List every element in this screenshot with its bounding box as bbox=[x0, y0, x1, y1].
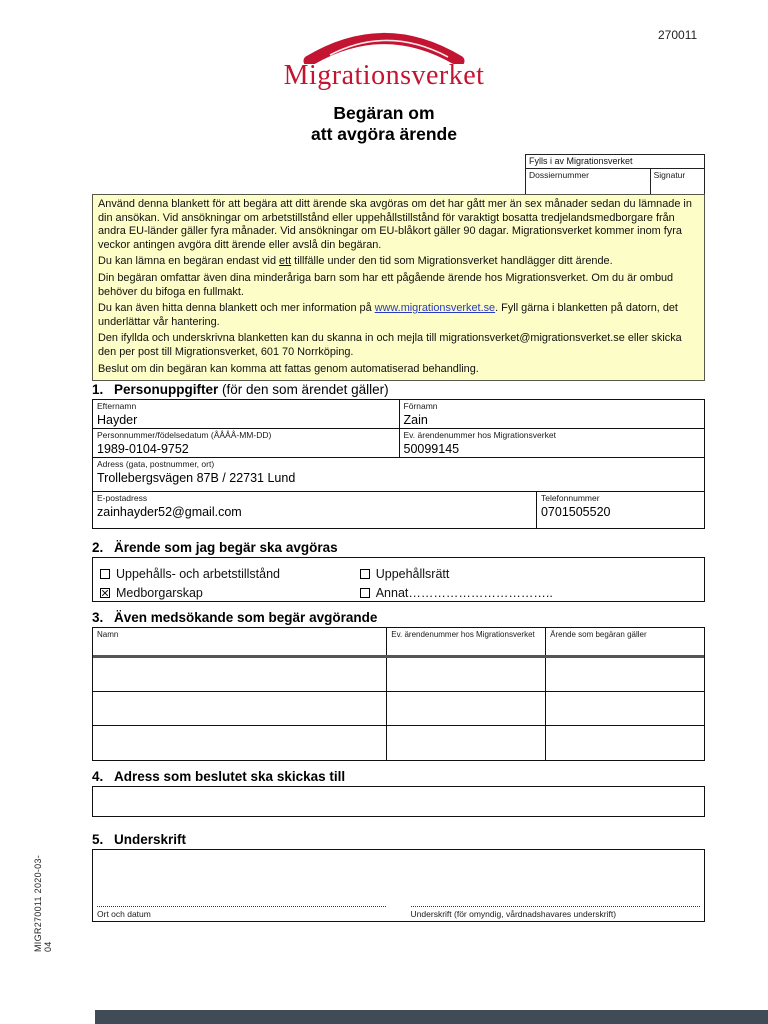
personnummer-field[interactable] bbox=[93, 429, 399, 457]
table-cell[interactable] bbox=[545, 726, 704, 760]
telefon-value[interactable]: 0701505520 bbox=[540, 505, 611, 519]
option-uppehalls-arbetstillstand[interactable] bbox=[100, 567, 360, 581]
epost-value[interactable]: zainhayder52@gmail.com bbox=[97, 505, 242, 519]
document-title bbox=[0, 103, 768, 145]
viewer-footer-bar bbox=[95, 1010, 768, 1024]
telefon-field[interactable] bbox=[536, 492, 704, 528]
p2-text: Du kan lämna en begäran endast vid bbox=[98, 255, 280, 268]
p4-text-after: . Fyll gärna i blanketten på datorn, det underlättar vår hantering. bbox=[98, 302, 678, 328]
signature-box[interactable] bbox=[92, 849, 705, 922]
epost-label: E-postadress bbox=[97, 493, 148, 503]
instructions-p5: Den ifyllda och underskrivna blanketten kan du skanna in och mejla till migrationsverket@migrationsverket.se eller skicka den per post till Migrationsverket, 601 70 Norrköping. bbox=[98, 332, 682, 358]
section1-subtitle: (för den som ärendet gäller) bbox=[222, 382, 389, 397]
section1-number: 1. bbox=[92, 382, 104, 397]
logo-arch-icon bbox=[300, 26, 468, 64]
dossiernummer-label: Dossiernummer bbox=[529, 170, 589, 180]
section4-title: Adress som beslutet ska skickas till bbox=[114, 769, 346, 784]
decision-address-value[interactable] bbox=[93, 787, 704, 791]
option-label: Uppehålls- och arbetstillstånd bbox=[116, 566, 280, 581]
arendenummer-value[interactable]: 50099145 bbox=[403, 442, 460, 456]
form-version-code: MIGR270011 2020-03-04 bbox=[33, 854, 53, 952]
signatur-field[interactable] bbox=[650, 169, 704, 196]
arendenummer-label: Ev. ärendenummer hos Migrationsverket bbox=[403, 430, 556, 440]
section4-number: 4. bbox=[92, 769, 104, 784]
ort-och-datum-label: Ort och datum bbox=[97, 909, 151, 919]
instructions-p6: Beslut om din begäran kan komma att fattas genom automatiserad behandling. bbox=[98, 362, 479, 375]
underskrift-field[interactable] bbox=[411, 906, 700, 919]
efternamn-value[interactable]: Hayder bbox=[97, 413, 138, 427]
fornamn-value[interactable]: Zain bbox=[403, 413, 428, 427]
table-cell[interactable] bbox=[386, 726, 545, 760]
section5-heading bbox=[92, 832, 186, 847]
dossiernummer-field[interactable] bbox=[526, 169, 650, 196]
col-label: Ärende som begäran gäller bbox=[550, 630, 647, 639]
table-cell[interactable] bbox=[93, 692, 386, 725]
option-uppehallsratt[interactable] bbox=[360, 567, 450, 581]
office-use-header: Fylls i av Migrationsverket bbox=[526, 155, 704, 169]
fornamn-label: Förnamn bbox=[403, 401, 438, 411]
section4-heading bbox=[92, 769, 345, 784]
personal-details-table bbox=[92, 399, 705, 529]
personnummer-value[interactable]: 1989-0104-9752 bbox=[97, 442, 189, 456]
logo bbox=[0, 26, 768, 92]
efternamn-label: Efternamn bbox=[97, 401, 137, 411]
personnummer-label: Personnummer/födelsedatum (ÅÅÅÅ-MM-DD) bbox=[97, 430, 272, 440]
logo-wordmark: Migrationsverket bbox=[283, 60, 485, 91]
checkbox-unchecked-icon[interactable] bbox=[100, 569, 110, 579]
section2-heading bbox=[92, 540, 338, 555]
table-cell[interactable] bbox=[545, 692, 704, 725]
document-title-line2: att avgöra ärende bbox=[311, 124, 457, 144]
instructions-p1: Använd denna blankett för att begära att ditt ärende ska avgöras om det har gått mer än sex månader sedan du lämnade in din ansökan. Vid ansökningar om arbetstillstånd eller uppehållstillstånd för varaktigt bosatta tredjelandsmedborgare från andra EU-länder gäller fyra månader. Vid ansökningar om EU-blåkort gäller 90 dagar. Migrationsverket kommer inom fyra veckor antingen avgöra ditt ärende eller avslå din begäran. bbox=[98, 198, 692, 251]
telefon-label: Telefonnummer bbox=[540, 493, 600, 503]
col-arende-header bbox=[545, 628, 704, 655]
adress-label: Adress (gata, postnummer, ort) bbox=[97, 459, 215, 469]
arendenummer-field[interactable] bbox=[399, 429, 705, 457]
fornamn-field[interactable] bbox=[399, 400, 705, 428]
section3-number: 3. bbox=[92, 610, 104, 625]
section3-heading bbox=[92, 610, 377, 625]
option-label: Uppehållsrätt bbox=[375, 566, 450, 581]
option-label: Annat…………………………….. bbox=[375, 585, 553, 600]
instructions-box bbox=[92, 194, 705, 381]
option-label: Medborgarskap bbox=[116, 585, 203, 600]
instructions-p3: Din begäran omfattar även dina minderåriga barn som har ett pågående ärende hos Migrationsverket. Om du är ombud behöver du bifoga en fullmakt. bbox=[98, 271, 674, 298]
migrationsverket-link[interactable]: www.migrationsverket.se bbox=[374, 302, 496, 315]
section3-title: Även medsökande som begär avgörande bbox=[114, 610, 378, 625]
section5-number: 5. bbox=[92, 832, 104, 847]
form-number: 270011 bbox=[658, 28, 698, 42]
section5-title: Underskrift bbox=[114, 832, 187, 847]
instructions-p2 bbox=[98, 255, 699, 269]
adress-value[interactable]: Trollebergsvägen 87B / 22731 Lund bbox=[97, 471, 296, 485]
adress-field[interactable] bbox=[93, 458, 704, 491]
case-type-box bbox=[92, 557, 705, 602]
epost-field[interactable] bbox=[93, 492, 536, 528]
co-applicants-table bbox=[92, 627, 705, 761]
underskrift-label: Underskrift (för omyndig, vårdnadshavares underskrift) bbox=[410, 909, 617, 919]
col-label: Namn bbox=[97, 630, 119, 639]
ort-och-datum-field[interactable] bbox=[97, 906, 386, 919]
table-cell[interactable] bbox=[93, 658, 386, 691]
instructions-p4 bbox=[98, 302, 699, 329]
p2-text-after: tillfälle under den tid som Migrationsverket handlägger ditt ärende. bbox=[291, 255, 613, 268]
col-arendenummer-header bbox=[386, 628, 545, 655]
efternamn-field[interactable] bbox=[93, 400, 399, 428]
document-title-line1: Begäran om bbox=[333, 103, 435, 123]
option-annat[interactable] bbox=[360, 586, 553, 600]
section2-number: 2. bbox=[92, 540, 104, 555]
office-use-box bbox=[525, 154, 705, 197]
table-cell[interactable] bbox=[93, 726, 386, 760]
col-namn-header bbox=[93, 628, 386, 655]
p2-emphasis: ett bbox=[279, 255, 292, 268]
p4-text: Du kan även hitta denna blankett och mer information på bbox=[98, 302, 375, 315]
table-cell[interactable] bbox=[386, 692, 545, 725]
table-cell[interactable] bbox=[545, 658, 704, 691]
signatur-label: Signatur bbox=[653, 170, 686, 180]
section1-heading bbox=[92, 382, 389, 397]
table-cell[interactable] bbox=[386, 658, 545, 691]
decision-address-field[interactable] bbox=[92, 786, 705, 817]
checkbox-unchecked-icon[interactable] bbox=[360, 588, 370, 598]
checkbox-checked-icon[interactable] bbox=[100, 588, 110, 598]
option-medborgarskap[interactable] bbox=[100, 586, 360, 600]
checkbox-unchecked-icon[interactable] bbox=[360, 569, 370, 579]
section1-title: Personuppgifter bbox=[114, 382, 219, 397]
section2-title: Ärende som jag begär ska avgöras bbox=[114, 540, 338, 555]
col-label: Ev. ärendenummer hos Migrationsverket bbox=[391, 630, 535, 639]
